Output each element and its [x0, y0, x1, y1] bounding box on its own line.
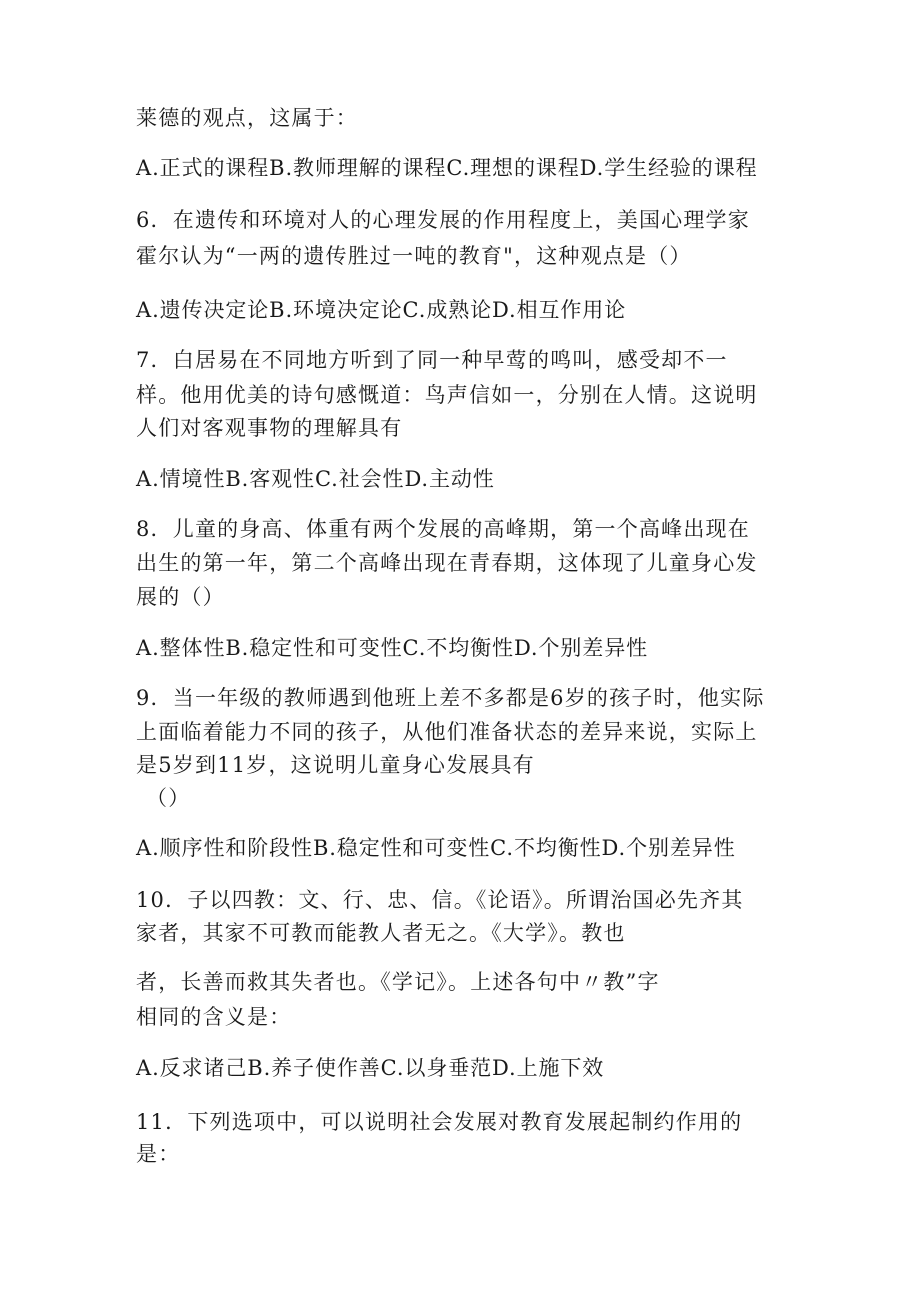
question-9-line-4: （）	[146, 786, 191, 810]
question-9-line-2: 上面临着能力不同的孩子，从他们准备状态的差异来说，实际上	[136, 720, 758, 744]
question-11-line-1: 11．下列选项中，可以说明社会发展对教育发展起制约作用的	[136, 1110, 743, 1134]
question-fragment-options: A.正式的课程B.教师理解的课程C.理想的课程D.学生经验的课程	[136, 156, 758, 180]
question-7-line-2: 样。他用优美的诗句感慨道：鸟声信如一，分别在人情。这说明	[136, 383, 758, 407]
question-8-line-3: 展的（）	[136, 585, 225, 609]
question-7-line-1: 7．白居易在不同地方听到了同一种早莺的鸣叫，感受却不一	[136, 348, 728, 372]
question-8-line-2: 出生的第一年，第二个高峰出现在青春期，这体现了儿童身心发	[136, 551, 758, 575]
question-10-line-2: 家者，其家不可教而能教人者无之。《大学》。教也	[136, 921, 626, 945]
question-6-options: A.遗传决定论B.环境决定论C.成熟论D.相互作用论	[136, 298, 627, 322]
question-7-line-3: 人们对客观事物的理解具有	[136, 416, 403, 440]
question-9-line-3: 是5岁到11岁，这说明儿童身心发展具有	[136, 753, 535, 777]
question-10-line-3: 者，长善而救其失者也。《学记》。上述各句中〃教”字	[136, 970, 660, 994]
question-11-line-2: 是：	[136, 1142, 181, 1166]
question-10-options: A.反求诸己B.养子使作善C.以身垂范D.上施下效	[136, 1056, 605, 1080]
question-9-options: A.顺序性和阶段性B.稳定性和可变性C.不均衡性D.个别差异性	[136, 836, 736, 860]
question-10-line-1: 10．子以四教：文、行、忠、信。《论语》。所谓治国必先齐其	[136, 888, 744, 912]
question-7-options: A.情境性B.客观性C.社会性D.主动性	[136, 467, 495, 491]
question-6-line-2: 霍尔认为“一两的遗传胜过一吨的教育"，这种观点是（）	[136, 244, 692, 268]
question-fragment-text: 莱德的观点，这属于：	[136, 106, 358, 130]
question-9-line-1: 9．当一年级的教师遇到他班上差不多都是6岁的孩子时，他实际	[136, 686, 765, 710]
question-6-line-1: 6．在遗传和环境对人的心理发展的作用程度上，美国心理学家	[136, 208, 750, 232]
question-10-line-4: 相同的含义是：	[136, 1005, 292, 1029]
question-8-options: A.整体性B.稳定性和可变性C.不均衡性D.个别差异性	[136, 636, 649, 660]
question-8-line-1: 8．儿童的身高、体重有两个发展的高峰期，第一个高峰出现在	[136, 517, 750, 541]
